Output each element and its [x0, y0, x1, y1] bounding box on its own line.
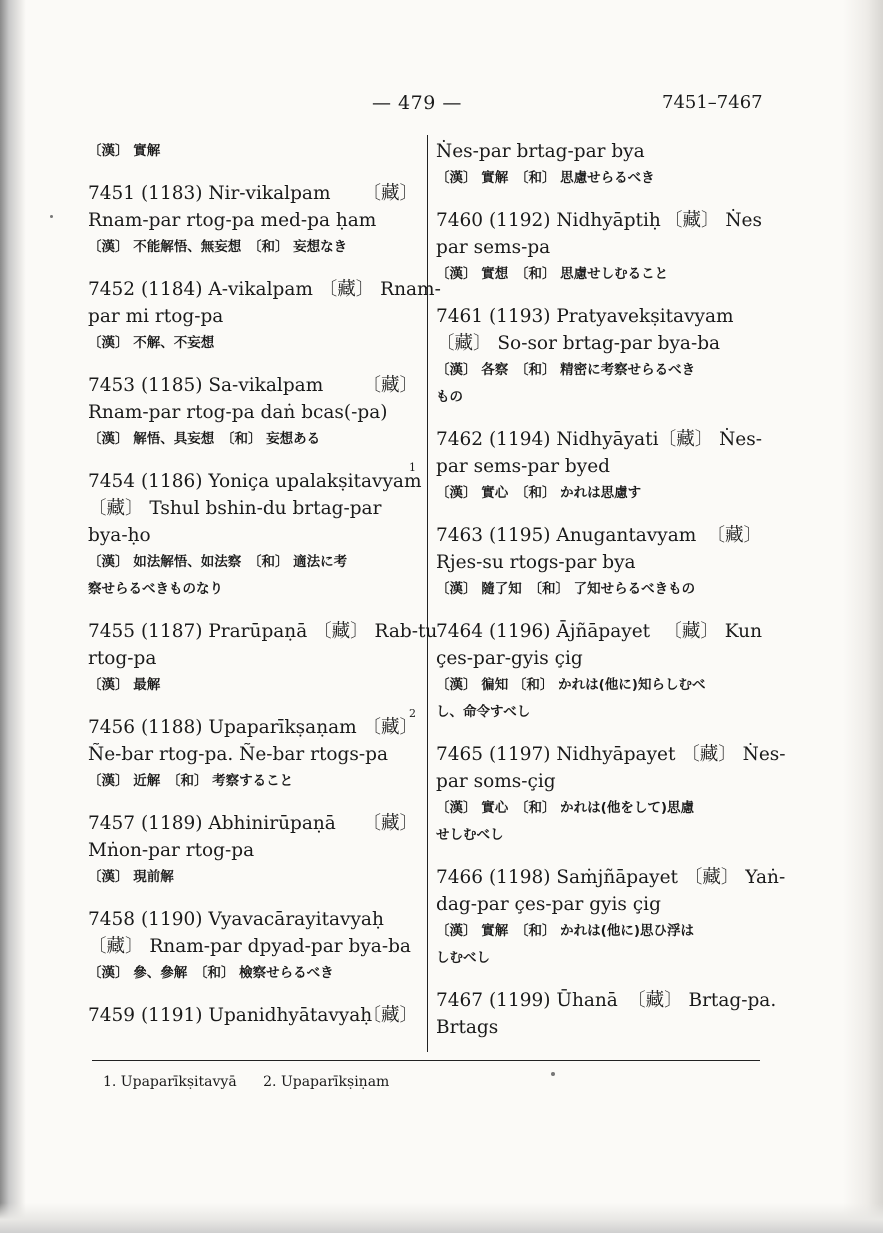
entry-headword: 7465 (1197) Nidhyāpayet 〔藏〕 Ṅes-	[436, 744, 786, 765]
tibetan-tag: 〔藏〕 Kun	[663, 621, 762, 642]
entry-headword: 7462 (1194) Nidhyāyati	[436, 429, 659, 450]
cjk-line: し、命令すべし	[436, 704, 531, 720]
cjk-line: 〔漢〕 實心 〔和〕 かれは(他をして)思慮	[436, 800, 694, 816]
tibetan-line: rtog-pa	[88, 648, 157, 669]
entry-headword-line	[436, 303, 762, 330]
page-edge-left	[0, 0, 26, 1233]
tibetan-line: par sems-pa	[436, 237, 551, 258]
tibetan-line: par mi rtog-pa	[88, 306, 224, 327]
entry-headword-line	[88, 618, 438, 645]
entry-headword: 7461 (1193) Pratyavekṣitavyam	[436, 306, 734, 327]
continuation	[88, 138, 418, 165]
footnote-rule	[92, 1060, 760, 1061]
footnote-marker: 2	[409, 707, 416, 720]
cjk-line: せしむべし	[436, 827, 504, 843]
tibetan-line: Rjes-su rtogs-par bya	[436, 552, 636, 573]
cjk-line: もの	[436, 389, 463, 405]
entry-headword: 7453 (1185) Sa-vikalpam	[88, 375, 324, 396]
tibetan-line: par soms-çig	[436, 771, 556, 792]
tibetan-tag: 〔藏〕	[362, 717, 418, 738]
entry-headword: 7459 (1191) Upanidhyātavyaḥ	[88, 1005, 373, 1026]
scan-speck	[50, 215, 53, 218]
entry-headword-line	[436, 864, 786, 891]
entry-headword: 7451 (1183) Nir-vikalpam	[88, 183, 331, 204]
right-column	[436, 138, 786, 1056]
cjk-line: 〔漢〕 近解 〔和〕 考察すること	[88, 773, 294, 789]
tibetan-tag: 〔藏〕	[362, 1005, 418, 1026]
entry-headword-line	[436, 426, 762, 453]
tibetan-line: 〔藏〕 Rnam-par dpyad-par bya-ba	[88, 936, 411, 957]
dictionary-entry	[436, 741, 786, 849]
dictionary-entry	[88, 810, 418, 891]
tibetan-line: Rnam-par rtog-pa daṅ bcas(-pa)	[88, 402, 388, 423]
tibetan-line: 〔藏〕 So-sor brtag-par bya-ba	[436, 333, 721, 354]
dictionary-entry	[436, 618, 762, 726]
tibetan-line: par sems-par byed	[436, 456, 611, 477]
tibetan-line: çes-par-gyis çig	[436, 648, 583, 669]
dictionary-entry	[436, 207, 762, 288]
entry-headword-line	[88, 180, 418, 207]
entry-headword-line	[88, 461, 422, 495]
entry-headword-line	[88, 372, 418, 399]
tibetan-tag: 〔藏〕	[362, 813, 418, 834]
entry-headword: 7457 (1189) Abhinirūpaṇā	[88, 813, 336, 834]
cjk-line: 察せらるべきものなり	[88, 581, 223, 597]
entry-headword: 7454 (1186) Yoniça upalakṣitavyam	[88, 471, 422, 492]
entry-headword-line	[88, 276, 441, 303]
dictionary-entry	[88, 1002, 418, 1029]
page-number: — 479 —	[372, 92, 462, 114]
cjk-line: 〔漢〕 實解 〔和〕 かれは(他に)思ひ浮は	[436, 923, 694, 939]
dictionary-entry	[436, 522, 762, 603]
footnotes	[103, 1074, 389, 1090]
cjk-line: 〔漢〕 徧知 〔和〕 かれは(他に)知らしむべ	[436, 677, 706, 693]
dictionary-entry	[88, 906, 418, 987]
dictionary-entry	[436, 987, 777, 1041]
cjk-line: 〔漢〕 各察 〔和〕 精密に考察せらるべき	[436, 362, 696, 378]
footnote-marker: 1	[409, 461, 416, 474]
entry-headword: 7467 (1199) Ūhanā 〔藏〕 Brtag-pa.	[436, 990, 777, 1011]
dictionary-entry	[88, 180, 418, 261]
cjk-line: 〔漢〕 解悟、具妄想 〔和〕 妄想ある	[88, 431, 321, 447]
tibetan-line: Ṅes-par brtag-par bya	[436, 141, 645, 162]
entry-headword: 7463 (1195) Anugantavyam	[436, 525, 697, 546]
entry-headword-line	[88, 707, 418, 741]
tibetan-line: bya-ḥo	[88, 525, 151, 546]
entry-headword-line	[436, 522, 762, 549]
dictionary-entry	[436, 426, 762, 507]
entry-headword: 7460 (1192) Nidhyāptiḥ	[436, 210, 661, 231]
dictionary-entry	[88, 707, 418, 795]
page-edge-right	[843, 0, 883, 1233]
cjk-line: 〔漢〕 不解、不妄想	[88, 335, 215, 351]
entry-headword: 7452 (1184) A-vikalpam 〔藏〕 Rnam-	[88, 279, 441, 300]
entry-headword: 7464 (1196) Ājñāpayet	[436, 621, 651, 642]
tibetan-line: Mṅon-par rtog-pa	[88, 840, 255, 861]
entry-headword: 7458 (1190) Vyavacārayitavyaḥ	[88, 909, 384, 930]
left-column	[88, 138, 441, 1044]
tibetan-line: Brtags	[436, 1017, 499, 1038]
tibetan-tag: 〔藏〕	[362, 183, 418, 204]
dictionary-entry	[88, 372, 418, 453]
cjk-line: 〔漢〕 實心 〔和〕 かれは思慮す	[436, 485, 642, 501]
tibetan-tag: 〔藏〕	[362, 375, 418, 396]
tibetan-tag: 〔藏〕	[706, 525, 762, 546]
footnote: 1. Upaparīkṣitavyā	[103, 1074, 237, 1090]
dictionary-entry	[88, 618, 438, 699]
tibetan-line: Rnam-par rtog-pa med-pa ḥam	[88, 210, 377, 231]
entry-headword-line	[88, 1002, 418, 1029]
cjk-line: 〔漢〕 實想 〔和〕 思慮せしむること	[436, 266, 669, 282]
tibetan-tag: 〔藏〕 Ṅes	[663, 210, 762, 231]
tibetan-tag: 〔藏〕 Ṅes-	[657, 429, 762, 450]
entry-headword: 7455 (1187) Prarūpaṇā 〔藏〕 Rab-tu	[88, 621, 438, 642]
cjk-line: 〔漢〕 實解	[88, 143, 161, 159]
entry-headword-line	[436, 618, 762, 645]
page-edge-bottom	[0, 1203, 883, 1233]
tibetan-line: dag-par çes-par gyis çig	[436, 894, 661, 915]
dictionary-entry	[436, 864, 786, 972]
cjk-line: 〔漢〕 參、參解 〔和〕 檢察せらるべき	[88, 965, 334, 981]
cjk-line: 〔漢〕 隨了知 〔和〕 了知せらるべきもの	[436, 581, 696, 597]
continuation	[436, 138, 762, 192]
cjk-line: 〔漢〕 實解 〔和〕 思慮せらるべき	[436, 170, 655, 186]
dictionary-entry	[88, 461, 422, 603]
entry-headword-line	[436, 207, 762, 234]
cjk-line: しむべし	[436, 950, 490, 966]
tibetan-line: 〔藏〕 Tshul bshin-du brtag-par	[88, 498, 382, 519]
entry-headword: 7466 (1198) Saṁjñāpayet 〔藏〕 Yaṅ-	[436, 867, 786, 888]
column-divider	[427, 135, 428, 1052]
dictionary-entry	[436, 303, 762, 411]
footnote: 2. Upaparīkṣiṇam	[263, 1074, 390, 1090]
dictionary-entry	[88, 276, 441, 357]
entry-headword-line	[436, 987, 777, 1014]
tibetan-line: Ñe-bar rtog-pa. Ñe-bar rtogs-pa	[88, 744, 388, 765]
entry-headword-line	[88, 906, 418, 933]
entry-headword-line	[88, 810, 418, 837]
entry-headword: 7456 (1188) Upaparīkṣaṇam	[88, 717, 357, 738]
scan-speck	[551, 1072, 555, 1076]
entry-headword-line	[436, 741, 786, 768]
cjk-line: 〔漢〕 不能解悟、無妄想 〔和〕 妄想なき	[88, 239, 348, 255]
cjk-line: 〔漢〕 最解	[88, 677, 161, 693]
entry-range: 7451–7467	[662, 92, 763, 113]
cjk-line: 〔漢〕 現前解	[88, 869, 174, 885]
cjk-line: 〔漢〕 如法解悟、如法察 〔和〕 適法に考	[88, 554, 348, 570]
